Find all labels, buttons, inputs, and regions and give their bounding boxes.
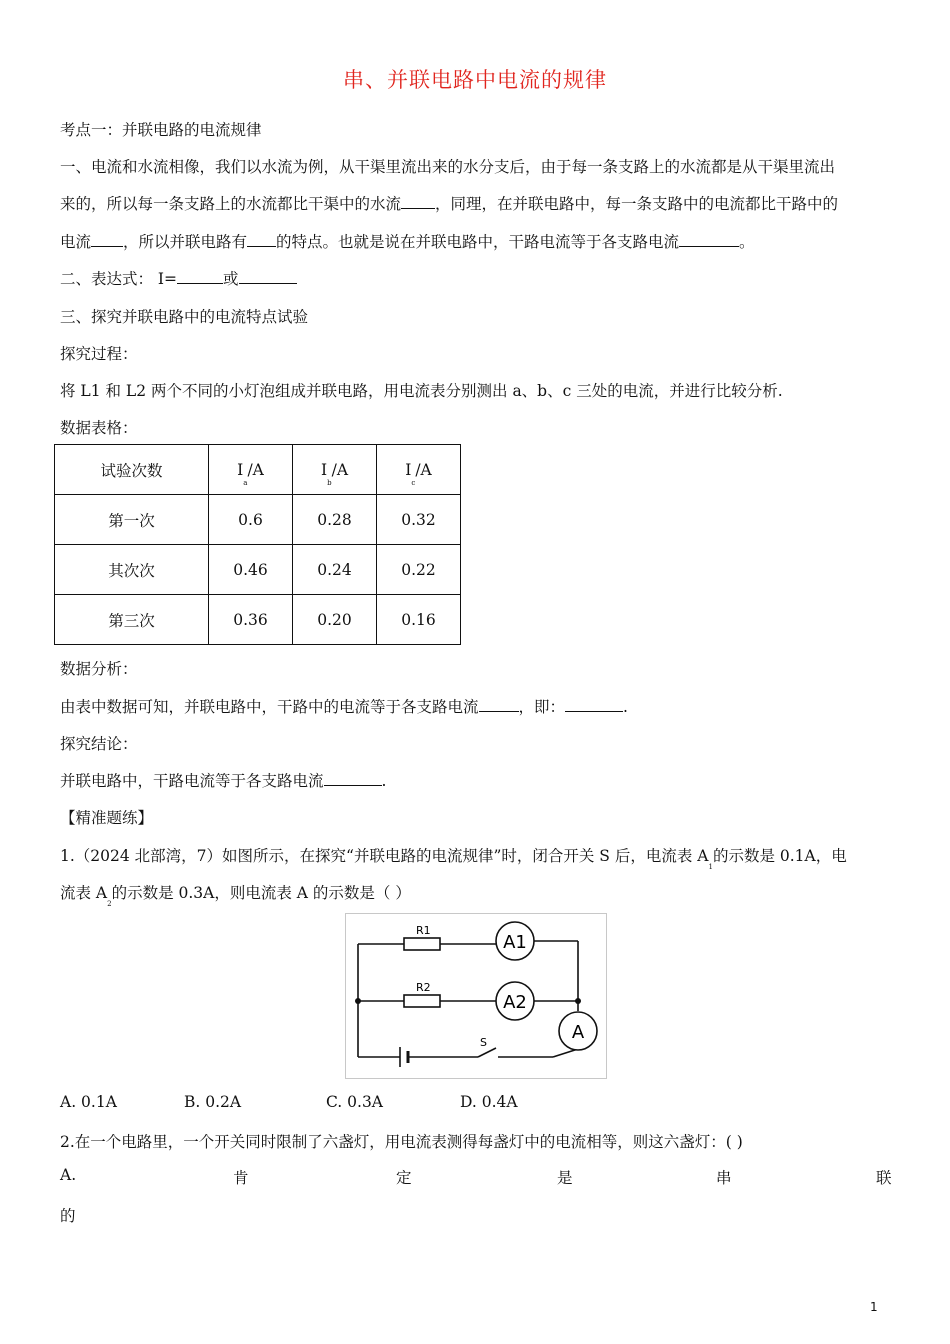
option-a-char: 是: [557, 1169, 573, 1187]
r1-label: R1: [416, 924, 431, 937]
ammeter-a-label: A: [571, 1022, 585, 1043]
circuit-diagram: [345, 913, 607, 1079]
q1-text: 的示数是 0.3A，则电流表 A 的示数是（ ）: [111, 884, 411, 902]
r2-label: R2: [416, 981, 431, 994]
q1-text: 的示数是 0.1A，电: [712, 847, 847, 865]
para1-text: ，同理，在并联电路中，每一条支路中的电流都比干路中的: [435, 195, 839, 213]
option-a-char: 定: [396, 1169, 412, 1187]
section3-heading: 三、探究并联电路中的电流特点试验: [60, 308, 309, 326]
q1-line1: [60, 844, 847, 871]
q1-subscript: 2: [107, 900, 112, 908]
table-cell: 0.20: [293, 595, 377, 645]
table-cell: 0.22: [377, 545, 461, 595]
ammeter-a2-label: A2: [503, 992, 527, 1013]
para1-text: 的特点。也就是说在并联电路中，干路电流等于各支路电流: [276, 233, 680, 251]
para1-text: 电流: [60, 233, 92, 251]
table-header-cell: $I_c/A$: [377, 445, 461, 495]
q2-stem: 2.在一个电路里，一个开关同时限制了六盏灯，用电流表测得每盏灯中的电流相等，则这六盏灯：( ): [60, 1133, 743, 1151]
fill-blank[interactable]: [91, 231, 123, 247]
option-a-char: 联: [876, 1169, 892, 1187]
option-c[interactable]: C. 0.3A: [326, 1093, 384, 1111]
table-cell: 0.32: [377, 495, 461, 545]
para1-line1: 一、电流和水流相像，我们以水流为例，从干渠里流出来的水分支后，由于每一条支路上的水流都是从干渠里流出: [60, 158, 836, 176]
table-row: [55, 545, 461, 595]
fill-blank[interactable]: [565, 696, 623, 712]
switch-label: S: [480, 1036, 487, 1049]
expression-label: 二、表达式： I=: [60, 270, 178, 288]
fill-blank[interactable]: [177, 268, 223, 284]
option-a-char: 肯: [233, 1169, 249, 1187]
table-header-cell: $I_a/A$: [209, 445, 293, 495]
table-cell: 0.36: [209, 595, 293, 645]
option-d[interactable]: D. 0.4A: [460, 1093, 518, 1111]
table-cell: 0.46: [209, 545, 293, 595]
table-row: [55, 495, 461, 545]
conclusion-label: 探究结论：: [60, 735, 138, 753]
fill-blank[interactable]: [324, 770, 382, 786]
conclusion-text: .: [381, 772, 387, 790]
analysis-text: .: [623, 698, 628, 716]
option-b[interactable]: B. 0.2A: [184, 1093, 242, 1111]
conclusion-line: [60, 769, 386, 791]
table-cell: 其次次: [55, 545, 209, 595]
q2-option-a-tail: 的: [60, 1207, 76, 1225]
analysis-line: [60, 695, 628, 717]
table-cell: 0.28: [293, 495, 377, 545]
table-header-row: [55, 445, 461, 495]
page-number: 1: [870, 1300, 878, 1314]
fill-blank[interactable]: [239, 268, 297, 284]
fill-blank[interactable]: [401, 193, 435, 209]
process-text: 将 L1 和 L2 两个不同的小灯泡组成并联电路，用电流表分别测出 a、b、c 三处的电流，并进行比较分析.: [60, 382, 783, 400]
expression-or: 或: [223, 270, 239, 288]
fill-blank[interactable]: [247, 231, 276, 247]
para1-text: 。: [739, 233, 755, 251]
expression-line: [60, 267, 297, 289]
para1-line3: [60, 230, 755, 252]
process-label: 探究过程：: [60, 345, 138, 363]
table-header-cell: $I_b/A$: [293, 445, 377, 495]
table-header-cell: 试验次数: [55, 445, 209, 495]
ammeter-a1-label: A1: [503, 932, 527, 953]
table-cell: 第一次: [55, 495, 209, 545]
option-a-letter: A.: [60, 1166, 77, 1184]
kaodian-heading: 考点一：并联电路的电流规律: [60, 121, 262, 139]
analysis-text: 由表中数据可知，并联电路中，干路中的电流等于各支路电流: [60, 698, 479, 716]
page-title: 串、并联电路中电流的规律: [343, 68, 607, 92]
option-a-char: 串: [716, 1169, 732, 1187]
circuit-svg: [346, 914, 606, 1078]
table-cell: 0.6: [209, 495, 293, 545]
table-cell: 第三次: [55, 595, 209, 645]
para1-line2: [60, 192, 838, 214]
para1-text: ，所以并联电路有: [123, 233, 248, 251]
fill-blank[interactable]: [679, 231, 739, 247]
q1-text: 流表 A: [60, 884, 108, 902]
practice-heading: 【精准题练】: [60, 809, 154, 827]
table-row: [55, 595, 461, 645]
analysis-text: ，即：: [518, 698, 566, 716]
data-table: [54, 444, 461, 645]
table-cell: 0.24: [293, 545, 377, 595]
para1-text: 来的，所以每一条支路上的水流都比干渠中的水流: [60, 195, 402, 213]
analysis-label: 数据分析：: [60, 660, 138, 678]
table-cell: 0.16: [377, 595, 461, 645]
q1-text: 1.（2024 北部湾，7）如图所示，在探究“并联电路的电流规律”时，闭合开关 S 后，电流表 A: [60, 847, 709, 865]
table-label: 数据表格：: [60, 419, 138, 437]
conclusion-text: 并联电路中，干路电流等于各支路电流: [60, 772, 324, 790]
q1-line2: [60, 881, 411, 908]
option-a[interactable]: A. 0.1A: [60, 1093, 117, 1111]
q1-subscript: 1: [708, 863, 713, 871]
fill-blank[interactable]: [479, 696, 519, 712]
